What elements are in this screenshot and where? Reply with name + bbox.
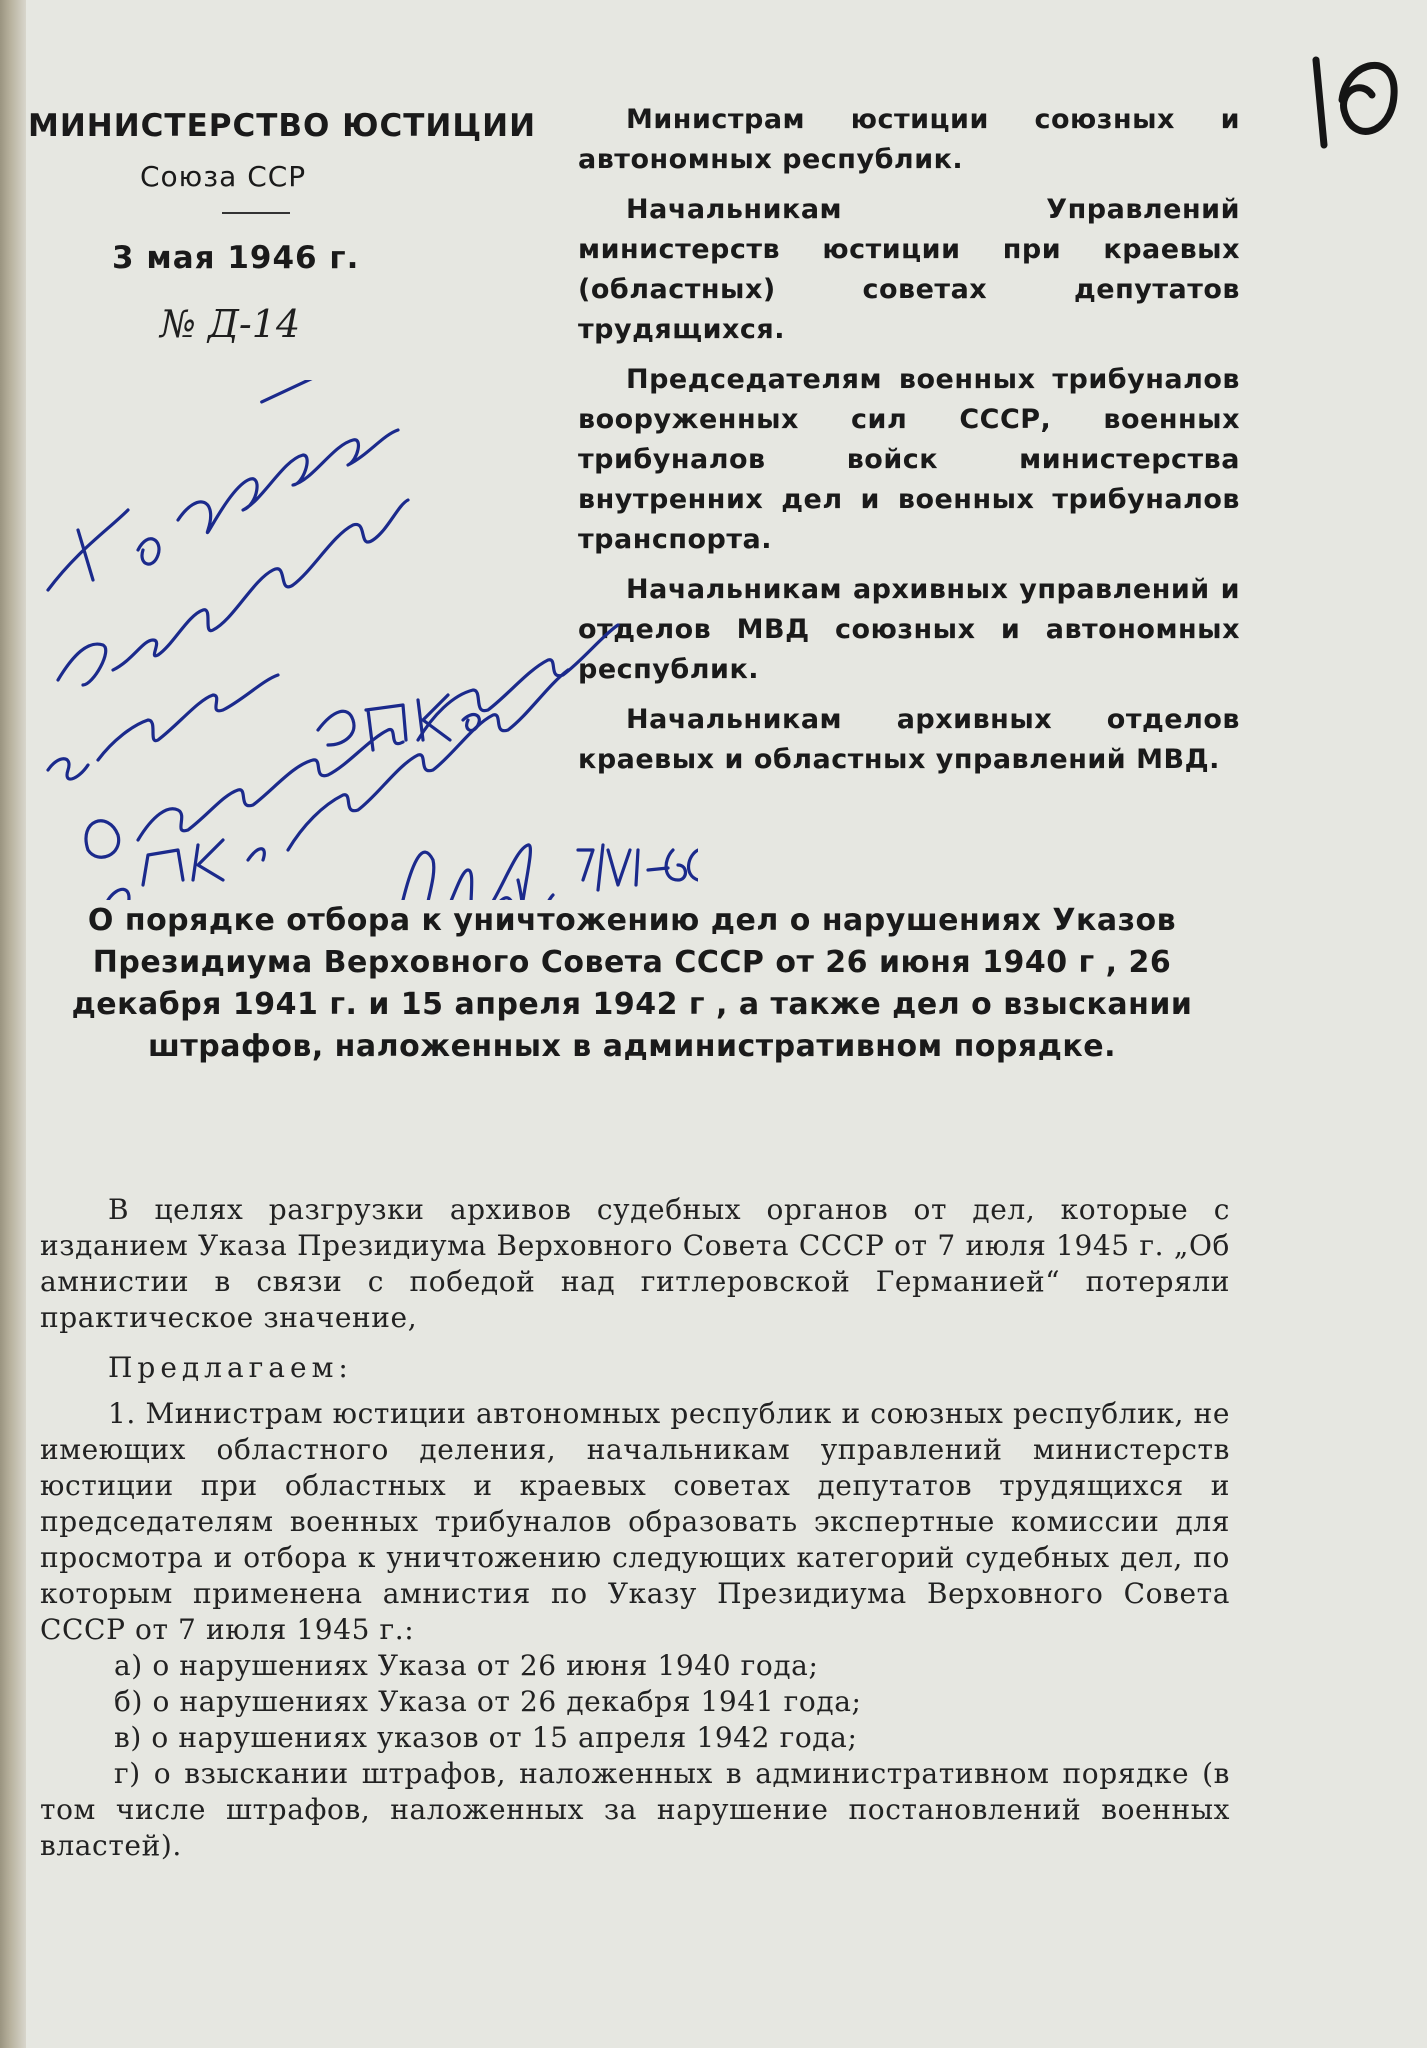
document-date: 3 мая 1946 г. <box>112 240 360 276</box>
body-propose-heading: Предлагаем: <box>108 1351 353 1384</box>
addressee: Начальникам Управлений министерств юстиции при краевых (областных) советах депутатов трудящихся. <box>578 194 1240 345</box>
document-body <box>40 1192 1230 1864</box>
addressee: Начальникам архивных отделов краевых и областных управлений МВД. <box>578 704 1240 775</box>
page-edge-shadow <box>0 0 26 2048</box>
union-subtitle: Союза ССР <box>140 160 307 193</box>
addressee: Министрам юстиции союзных и автономных республик. <box>578 104 1240 175</box>
addressee: Председателям военных трибуналов вооруженных сил СССР, военных трибуналов войск министерства внутренних дел и военных трибуналов транспорта. <box>578 364 1240 555</box>
body-preamble: В целях разгрузки архивов судебных органов от дел, которые с изданием Указа Президиума Верховного Совета СССР от 7 июля 1945 г. „Об амнистии в связи с победой над гитлеровской Германией“ потеряли практическое значение, <box>40 1193 1230 1334</box>
handwritten-page-number <box>1302 40 1412 160</box>
body-subitem-b: б) о нарушениях Указа от 26 декабря 1941 года; <box>114 1685 862 1718</box>
handwritten-resolution <box>18 380 698 900</box>
body-item-1: 1. Министрам юстиции автономных республик и союзных республик, не имеющих областного деления, начальникам управлений министерств юстиции при областных и краевых советах депутатов трудящихся и председателям военных трибуналов образовать экспертные комиссии для просмотра и отбора к уничтожению следующих категорий судебных дел, по которым применена амнистия по Указу Президиума Верховного Совета СССР от 7 июля 1945 г.: <box>40 1397 1230 1646</box>
header-divider <box>222 212 290 214</box>
document-number: № Д-14 <box>160 302 301 346</box>
ministry-title: МИНИСТЕРСТВО ЮСТИЦИИ <box>28 108 537 144</box>
document-subject: О порядке отбора к уничтожению дел о нарушениях Указов Президиума Верховного Совета СССР от 26 июня 1940 г , 26 декабря 1941 г. и 15 апреля 1942 г , а также дел о взыскании штрафов, наложенных в административном порядке. <box>71 903 1193 1064</box>
body-subitem-v: в) о нарушениях указов от 15 апреля 1942 года; <box>114 1721 858 1754</box>
body-subitem-a: а) о нарушениях Указа от 26 июня 1940 года; <box>114 1649 819 1682</box>
addressee: Начальникам архивных управлений и отделов МВД союзных и автономных республик. <box>578 574 1240 685</box>
body-subitem-g: г) о взыскании штрафов, наложенных в административном порядке (в том числе штрафов, наложенных за нарушение постановлений военных властей). <box>40 1757 1230 1862</box>
